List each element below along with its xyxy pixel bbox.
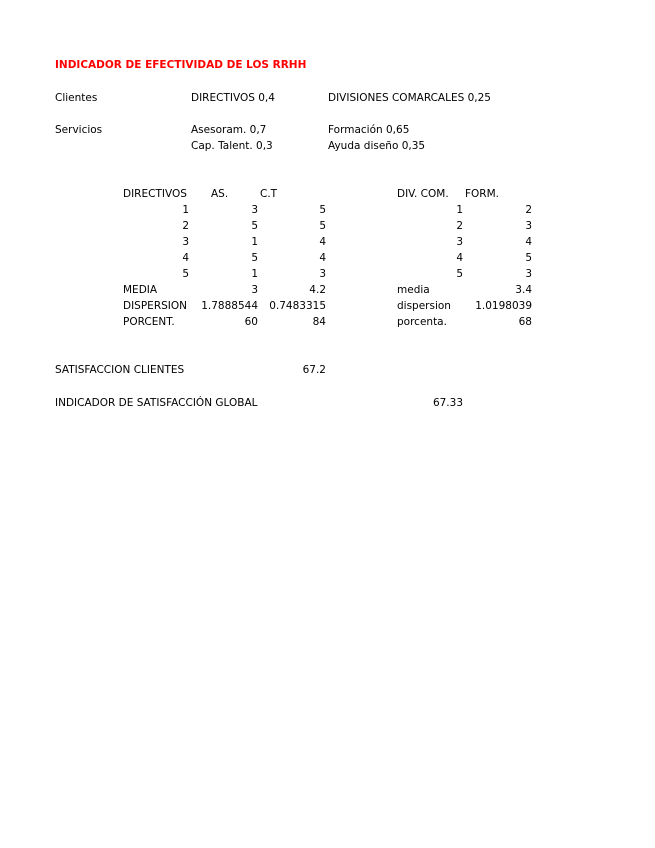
directivos-media-label: MEDIA (123, 284, 158, 296)
directivos-row-ct: 5 (319, 220, 326, 232)
directivos-header: DIRECTIVOS (123, 188, 187, 200)
directivos-row-as: 3 (251, 204, 258, 216)
clientes-label: Clientes (55, 92, 98, 104)
directivos-dispersion-ct: 0.7483315 (269, 300, 326, 312)
clientes-divisiones-weight: DIVISIONES COMARCALES 0,25 (328, 92, 491, 104)
directivos-row-ct: 4 (319, 236, 326, 248)
divcom-row-index: 3 (456, 236, 463, 248)
asesoramiento-header: AS. (211, 188, 229, 200)
page-title: INDICADOR DE EFECTIVIDAD DE LOS RRHH (55, 59, 307, 71)
divcom-media-value: 3.4 (515, 284, 532, 296)
directivos-porcent-label: PORCENT. (123, 316, 175, 328)
directivos-row-index: 3 (182, 236, 189, 248)
divcom-dispersion-value: 1.0198039 (475, 300, 532, 312)
satisfaccion-clientes-label: SATISFACCION CLIENTES (55, 364, 185, 376)
divcom-porcenta-value: 68 (518, 316, 532, 328)
servicio-asesoramiento-weight: Asesoram. 0,7 (191, 124, 267, 136)
directivos-dispersion-as: 1.7888544 (201, 300, 258, 312)
directivos-row-index: 4 (182, 252, 189, 264)
directivos-row-as: 1 (251, 268, 258, 280)
cap-talent-header: C.T (260, 188, 278, 200)
directivos-row-index: 1 (182, 204, 189, 216)
formacion-header: FORM. (465, 188, 499, 200)
directivos-row-index: 2 (182, 220, 189, 232)
directivos-row-index: 5 (182, 268, 189, 280)
directivos-row-ct: 4 (319, 252, 326, 264)
satisfaccion-clientes-value: 67.2 (302, 364, 326, 376)
divcom-porcenta-label: porcenta. (397, 316, 447, 328)
indicador-global-label: INDICADOR DE SATISFACCIÓN GLOBAL (55, 397, 258, 409)
directivos-row-as: 5 (251, 252, 258, 264)
divcom-row-index: 4 (456, 252, 463, 264)
divcom-header: DIV. COM. (397, 188, 449, 200)
clientes-directivos-weight: DIRECTIVOS 0,4 (191, 92, 275, 104)
divcom-row-form: 4 (525, 236, 532, 248)
divcom-row-form: 3 (525, 268, 532, 280)
servicio-formacion-weight: Formación 0,65 (328, 124, 410, 136)
servicio-ayuda-diseno-weight: Ayuda diseño 0,35 (328, 140, 426, 152)
divcom-dispersion-label: dispersion (397, 300, 451, 312)
divcom-row-index: 2 (456, 220, 463, 232)
directivos-dispersion-label: DISPERSION (123, 300, 187, 312)
directivos-row-ct: 3 (319, 268, 326, 280)
divcom-row-form: 2 (525, 204, 532, 216)
divcom-row-form: 5 (525, 252, 532, 264)
directivos-media-ct: 4.2 (309, 284, 326, 296)
divcom-media-label: media (397, 284, 430, 296)
directivos-row-as: 1 (251, 236, 258, 248)
directivos-media-as: 3 (251, 284, 258, 296)
divcom-row-index: 1 (456, 204, 463, 216)
indicador-global-value: 67.33 (432, 397, 463, 409)
directivos-porcent-ct: 84 (312, 316, 326, 328)
directivos-row-ct: 5 (319, 204, 326, 216)
directivos-porcent-as: 60 (244, 316, 258, 328)
servicios-label: Servicios (55, 124, 103, 136)
directivos-row-as: 5 (251, 220, 258, 232)
servicio-cap-talent-weight: Cap. Talent. 0,3 (191, 140, 273, 152)
divcom-row-form: 3 (525, 220, 532, 232)
divcom-row-index: 5 (456, 268, 463, 280)
